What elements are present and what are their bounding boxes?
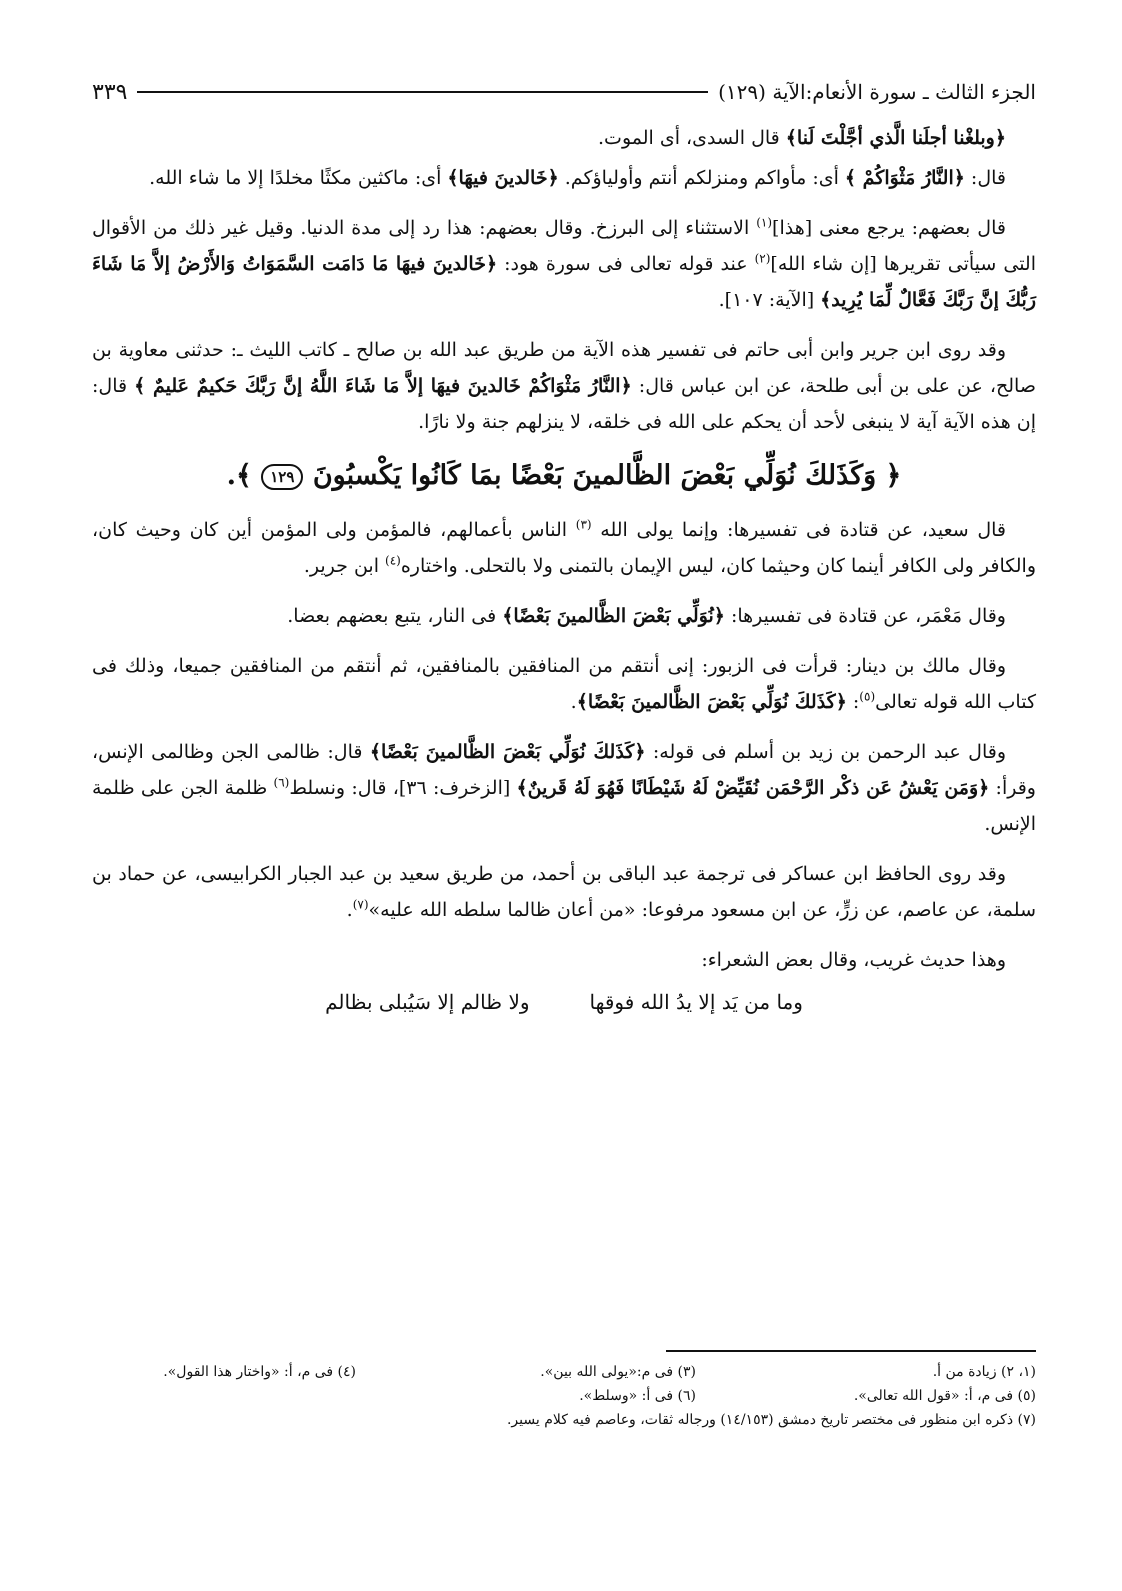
footnote-ref: (٥) xyxy=(859,689,876,704)
footnote-ref: (١) xyxy=(756,215,773,230)
paragraph-2 xyxy=(92,160,1036,196)
paragraph-text: الاستثناء إلى البرزخ. وقال بعضهم: هذا رد إلى مدة الدنيا. وقيل غير ذلك من الأقوال التى سيأتى تقريرها [إن شاء الله] xyxy=(92,217,1036,275)
header-title: الجزء الثالث ـ سورة الأنعام:الآية (١٢٩) xyxy=(718,80,1036,104)
paragraph-text: وقد روى ابن جرير وابن أبى حاتم فى تفسير هذه الآية من طريق عبد الله بن صالح ـ كاتب الليث ـ: حدثنى معاوية بن صالح، عن على بن أبى طلحة، عن ابن عباس قال: xyxy=(92,339,1036,397)
paragraph-5 xyxy=(92,512,1036,584)
paragraph-text: وقد روى الحافظ ابن عساكر فى ترجمة عبد الباقى بن أحمد، من طريق سعيد بن عبد الجبار الكرابيسى، عن حماد بن سلمة، عن عاصم، عن زرٍّ، عن ابن مسعود مرفوعا: «من أعان ظالما سلطه الله عليه» xyxy=(92,863,1036,921)
paragraph-8 xyxy=(92,734,1036,842)
quran-quote: ﴿النَّارُ مَثْوَاكُمْ خَالدينَ فيهَا إلاَّ مَا شَاءَ اللَّهُ إنَّ رَبَّكَ حَكيمٌ عَليمٌ ﴾ xyxy=(134,375,632,397)
verse-end: ﴾. xyxy=(226,460,262,491)
footnote-row xyxy=(92,1360,1036,1384)
footnote-row xyxy=(92,1384,1036,1408)
poem-first-hemistich: وما من يَد إلا يدُ الله فوقها xyxy=(589,990,803,1014)
verse-heading xyxy=(92,454,1036,498)
quran-quote: ﴿خَالدينَ فيهَا مَا دَامَت السَّمَوَاتُ وَالأَرْضُ إلاَّ مَا شَاءَ رَبُّكَ إنَّ رَبَّكَ فَعَّالٌ لِّمَا يُرِيد﴾ xyxy=(92,253,1036,311)
footnote-ref: (٧) xyxy=(352,897,369,912)
paragraph-text: عند قوله تعالى فى سورة هود: xyxy=(497,253,755,275)
quran-quote: ﴿نُوَلِّي بَعْضَ الظَّالمينَ بَعْضًا﴾ xyxy=(502,605,725,627)
footnote-7: (٧) ذكره ابن منظور فى مختصر تاريخ دمشق (١٤/١٥٣) ورجاله ثقات، وعاصم فيه كلام يسير. xyxy=(506,1412,1036,1428)
quran-quote: ﴿كَذَلكَ نُوَلِّي بَعْضَ الظَّالمينَ بَعْضًا﴾ xyxy=(576,691,847,713)
paragraph-text: قال: إن هذه الآية آية لا ينبغى لأحد أن يحكم على الله فى خلقه، لا ينزلهم جنة ولا نارًا. xyxy=(92,375,1036,433)
paragraph-text: أى: مأواكم ومنزلكم أنتم وأولياؤكم. xyxy=(558,167,845,189)
quran-quote: ﴿وبلغْنا أجلَنا الَّذي أجَّلْتَ لَنا﴾ xyxy=(785,127,1006,149)
paragraph-text: وقال مالك بن دينار: قرأت فى الزبور: إنى أنتقم من المنافقين بالمنافقين، ثم أنتقم من المنافقين جميعا، وذلك فى كتاب الله قوله تعالى xyxy=(92,655,1036,713)
paragraph-text: [الآية: ١٠٧]. xyxy=(718,289,821,311)
paragraph-1 xyxy=(92,120,1036,156)
footnote-ref: (٤) xyxy=(385,553,401,568)
paragraph-text: فى النار، يتبع بعضهم بعضا. xyxy=(287,605,503,627)
quran-quote: ﴿كَذَلكَ نُوَلِّي بَعْضَ الظَّالمينَ بَعْضًا﴾ xyxy=(369,741,646,763)
verse-number: ١٢٩ xyxy=(261,464,303,490)
paragraph-text: . xyxy=(346,899,353,921)
paragraph-text: الناس بأعمالهم، فالمؤمن ولى المؤمن أين كان وحيث كان، والكافر ولى الكافر أينما كان وحيثما كان، ليس الإيمان بالتمنى ولا بالتحلى. واختاره xyxy=(92,519,1036,577)
quran-quote: ﴿النَّارُ مَثْوَاكُمْ ﴾ xyxy=(844,167,965,189)
footnote-row xyxy=(92,1408,1036,1432)
paragraph-text: وقال مَعْمَر، عن قتادة فى تفسيرها: xyxy=(724,605,1006,627)
main-text xyxy=(92,120,1036,1020)
paragraph-text: قال: ظالمى الجن وظالمى الإنس، وقرأ: xyxy=(92,741,1036,799)
footnote-ref: (٦) xyxy=(273,775,290,790)
page-number: ٣٣٩ xyxy=(92,79,128,105)
verse-text: ﴿ وَكَذَلكَ نُوَلِّي بَعْضَ الظَّالمينَ بَعْضًا بمَا كَانُوا يَكْسبُونَ xyxy=(312,460,902,491)
paragraph-3 xyxy=(92,210,1036,318)
paragraph-text: قال بعضهم: يرجع معنى [هذا] xyxy=(772,217,1006,239)
paragraph-text: . xyxy=(570,691,577,713)
paragraph-9 xyxy=(92,856,1036,928)
paragraph-4 xyxy=(92,332,1036,440)
footnote-4: (٤) فى م، أ: «واختار هذا القول». xyxy=(163,1364,356,1380)
header-rule xyxy=(137,91,708,93)
paragraph-text: قال: xyxy=(964,167,1006,189)
paragraph-text: وقال عبد الرحمن بن زيد بن أسلم فى قوله: xyxy=(645,741,1007,763)
running-header xyxy=(92,72,1036,112)
paragraph-6 xyxy=(92,598,1036,634)
footnote-rule xyxy=(666,1350,1036,1352)
footnote-6: (٦) فى أ: «وسلط». xyxy=(579,1388,696,1404)
footnote-1-2: (١، ٢) زيادة من أ. xyxy=(932,1364,1036,1380)
poem-verse xyxy=(92,984,1036,1020)
paragraph-text: وهذا حديث غريب، وقال بعض الشعراء: xyxy=(701,949,1006,971)
footnote-5: (٥) فى م، أ: «قول الله تعالى». xyxy=(853,1388,1036,1404)
footnote-ref: (٣) xyxy=(575,517,592,532)
paragraph-text: قال السدى، أى الموت. xyxy=(598,127,786,149)
paragraph-text: قال سعيد، عن قتادة فى تفسيرها: وإنما يولى الله xyxy=(591,519,1006,541)
footnotes xyxy=(92,1360,1036,1432)
footnote-ref: (٢) xyxy=(754,251,771,266)
quran-quote: ﴿وَمَن يَعْشُ عَن ذكْر الرَّحْمَن نُقَيِّضْ لَهُ شَيْطَانًا فَهُوَ لَهُ قَرينٌ﴾ xyxy=(516,777,990,799)
paragraph-7 xyxy=(92,648,1036,720)
footnote-3: (٣) فى م:«يولى الله بين». xyxy=(540,1364,696,1380)
quran-quote: ﴿خَالدينَ فيهَا﴾ xyxy=(447,167,559,189)
paragraph-text: أى: ماكثين مكثًا مخلدًا إلا ما شاء الله. xyxy=(149,167,448,189)
paragraph-10 xyxy=(92,942,1036,978)
paragraph-text: : xyxy=(846,691,860,713)
paragraph-text: ابن جرير. xyxy=(303,555,386,577)
poem-second-hemistich: ولا ظالم إلا سَيُبلى بظالم xyxy=(325,990,530,1014)
paragraph-text: [الزخرف: ٣٦]، قال: ونسلط xyxy=(289,777,517,799)
paragraph-text: ظلمة الجن على ظلمة الإنس. xyxy=(92,777,1036,835)
